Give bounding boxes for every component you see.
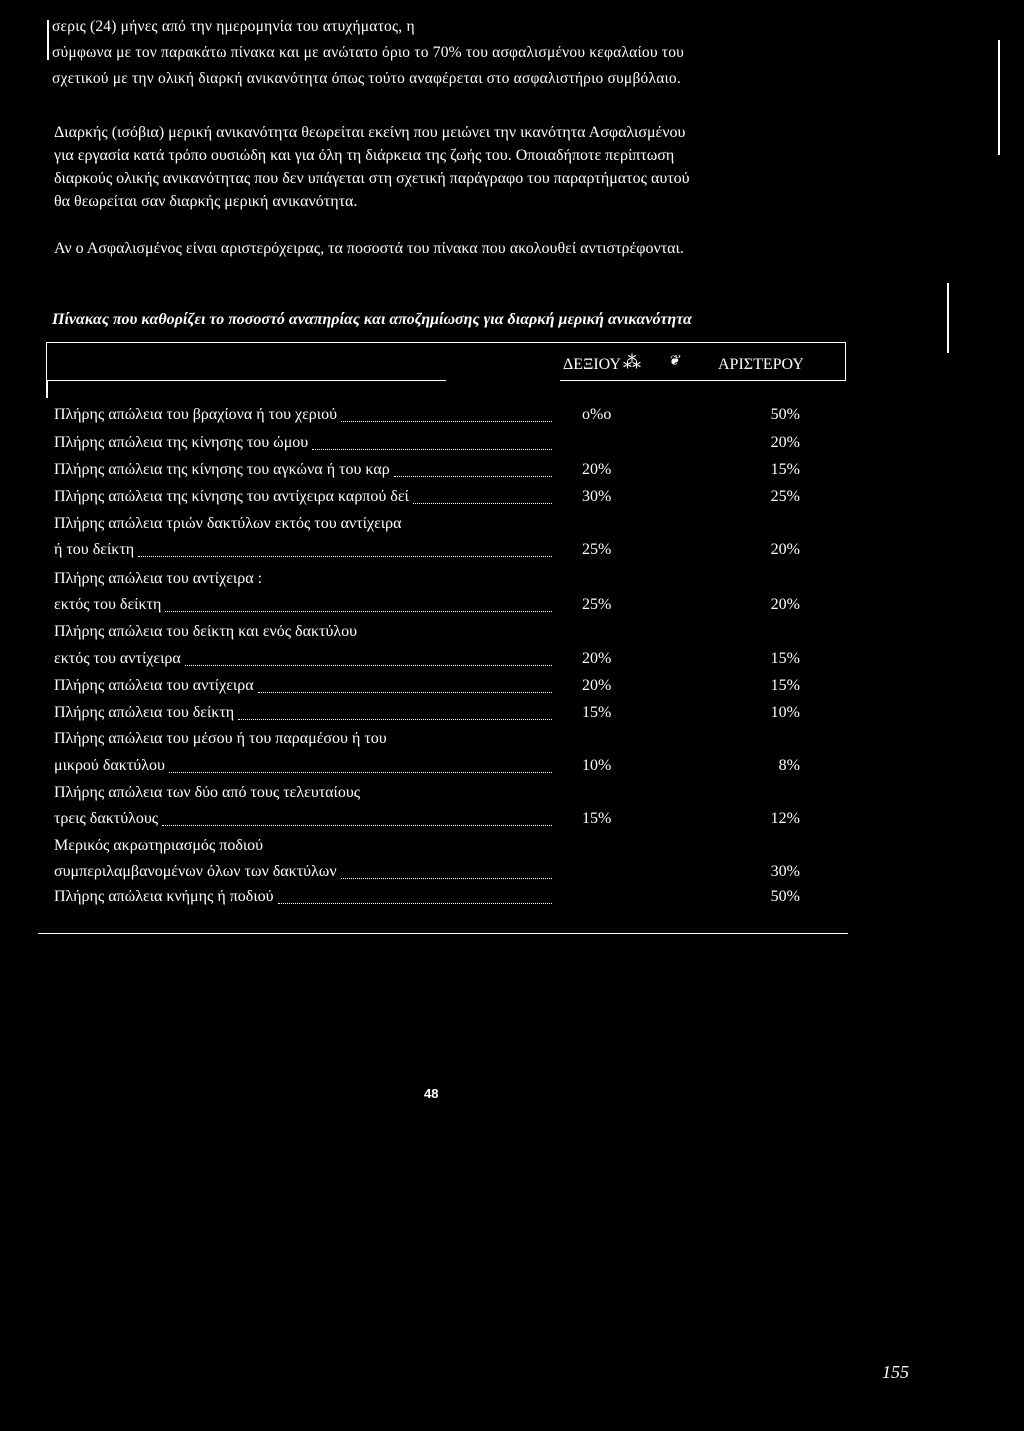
stamp-mark: ❦ [668, 354, 680, 369]
value-left-hand: 12% [770, 810, 800, 827]
definition-line: θα θεωρείται σαν διαρκής μερική ανικανότητα. [54, 193, 358, 210]
leader-dots [138, 555, 552, 557]
row-label: Πλήρης απώλεια του αντίχειρα : [54, 570, 263, 587]
value-left-hand: 15% [770, 677, 800, 694]
definition-line: για εργασία κατά τρόπο ουσιώδη και για όλη τη διάρκεια της ζωής του. Οποιαδήποτε περίπτωση [54, 147, 675, 164]
intro-line: σύμφωνα με τον παρακάτω πίνακα και με ανώτατο όριο το 70% του ασφαλισμένου κεφαλαίου του [52, 44, 685, 61]
column-header-left: ΑΡΙΣΤΕΡΟΥ [718, 356, 804, 373]
leader-dots [394, 475, 552, 477]
row-label: Μερικός ακρωτηριασμός ποδιού [54, 837, 264, 854]
value-right-hand: 25% [582, 596, 612, 613]
value-right-hand: 30% [582, 488, 612, 505]
table-header-rule [46, 380, 48, 398]
row-label: Πλήρης απώλεια του βραχίονα ή του χεριού [54, 406, 338, 423]
row-label: Πλήρης απώλεια κνήμης ή ποδιού [54, 888, 274, 905]
row-label: ή του δείκτη [54, 541, 135, 558]
row-label: εκτός του δείκτη [54, 596, 162, 613]
table-title: Πίνακας που καθορίζει το ποσοστό αναπηρίας και αποζημίωσης για διαρκή μερική ανικανότητα [52, 311, 692, 328]
value-right-hand: 20% [582, 677, 612, 694]
stamp-mark: ⁂ [623, 352, 641, 372]
left-handed-note: Αν ο Ασφαλισμένος είναι αριστερόχειρας, τα ποσοστά του πίνακα που ακολουθεί αντιστρέφονται. [54, 240, 684, 257]
margin-bar [998, 40, 1000, 155]
row-label: Πλήρης απώλεια τριών δακτύλων εκτός του αντίχειρα [54, 515, 402, 532]
leader-dots [238, 718, 552, 720]
value-left-hand: 20% [770, 596, 800, 613]
margin-bar [47, 20, 49, 60]
value-right-hand: ο%ο [582, 406, 612, 423]
row-label: Πλήρης απώλεια του δείκτη και ενός δακτύλου [54, 623, 358, 640]
intro-line: σερις (24) μήνες από την ημερομηνία του ατυχήματος, η [52, 18, 415, 35]
value-left-hand: 30% [770, 863, 800, 880]
page-number: 48 [424, 1086, 439, 1101]
definition-line: διαρκούς ολικής ανικανότητας που δεν υπάγεται στη σχετική παράγραφο του παραρτήματος αυτού [54, 170, 690, 187]
leader-dots [165, 610, 552, 612]
leader-dots [258, 691, 552, 693]
value-left-hand: 20% [770, 434, 800, 451]
value-left-hand: 15% [770, 650, 800, 667]
row-label: Πλήρης απώλεια της κίνησης του ώμου [54, 434, 309, 451]
row-label: Πλήρης απώλεια της κίνησης του αντίχειρα καρπού δεί [54, 488, 409, 505]
leader-dots [278, 902, 552, 904]
value-right-hand: 10% [582, 757, 612, 774]
value-left-hand: 15% [770, 461, 800, 478]
row-label: Πλήρης απώλεια των δύο από τους τελευταίους [54, 784, 361, 801]
value-left-hand: 10% [770, 704, 800, 721]
value-left-hand: 50% [770, 406, 800, 423]
value-left-hand: 8% [778, 757, 800, 774]
leader-dots [341, 877, 552, 879]
row-label: Πλήρης απώλεια του δείκτη [54, 704, 235, 721]
leader-dots [312, 448, 552, 450]
row-label: Πλήρης απώλεια του μέσου ή του παραμέσου ή του [54, 730, 387, 747]
value-right-hand: 15% [582, 810, 612, 827]
leader-dots [169, 771, 552, 773]
column-header-right: ΔΕΞΙΟΥ [563, 356, 621, 373]
value-right-hand: 20% [582, 461, 612, 478]
value-right-hand: 20% [582, 650, 612, 667]
value-left-hand: 20% [770, 541, 800, 558]
row-label: μικρού δακτύλου [54, 757, 165, 774]
row-label: συμπεριλαμβανομένων όλων των δακτύλων [54, 863, 337, 880]
value-left-hand: 50% [770, 888, 800, 905]
table-header-rule [46, 380, 446, 381]
intro-line: σχετικού με την ολική διαρκή ανικανότητα όπως τούτο αναφέρεται στο ασφαλιστήριο συμβόλαιο. [52, 70, 681, 87]
corner-mark: 155 [882, 1362, 909, 1382]
row-label: Πλήρης απώλεια της κίνησης του αγκώνα ή του καρ [54, 461, 390, 478]
leader-dots [413, 502, 552, 504]
row-label: εκτός του αντίχειρα [54, 650, 181, 667]
table-header-rule [560, 380, 846, 381]
leader-dots [162, 824, 552, 826]
row-label: τρεις δακτύλους [54, 810, 159, 827]
value-right-hand: 15% [582, 704, 612, 721]
value-left-hand: 25% [770, 488, 800, 505]
definition-line: Διαρκής (ισόβια) μερική ανικανότητα θεωρείται εκείνη που μειώνει την ικανότητα Ασφαλισμένου [54, 124, 686, 141]
leader-dots [341, 420, 552, 422]
row-label: Πλήρης απώλεια του αντίχειρα [54, 677, 254, 694]
table-bottom-rule [38, 933, 848, 934]
margin-bar [947, 283, 949, 353]
value-right-hand: 25% [582, 541, 612, 558]
leader-dots [185, 664, 552, 666]
